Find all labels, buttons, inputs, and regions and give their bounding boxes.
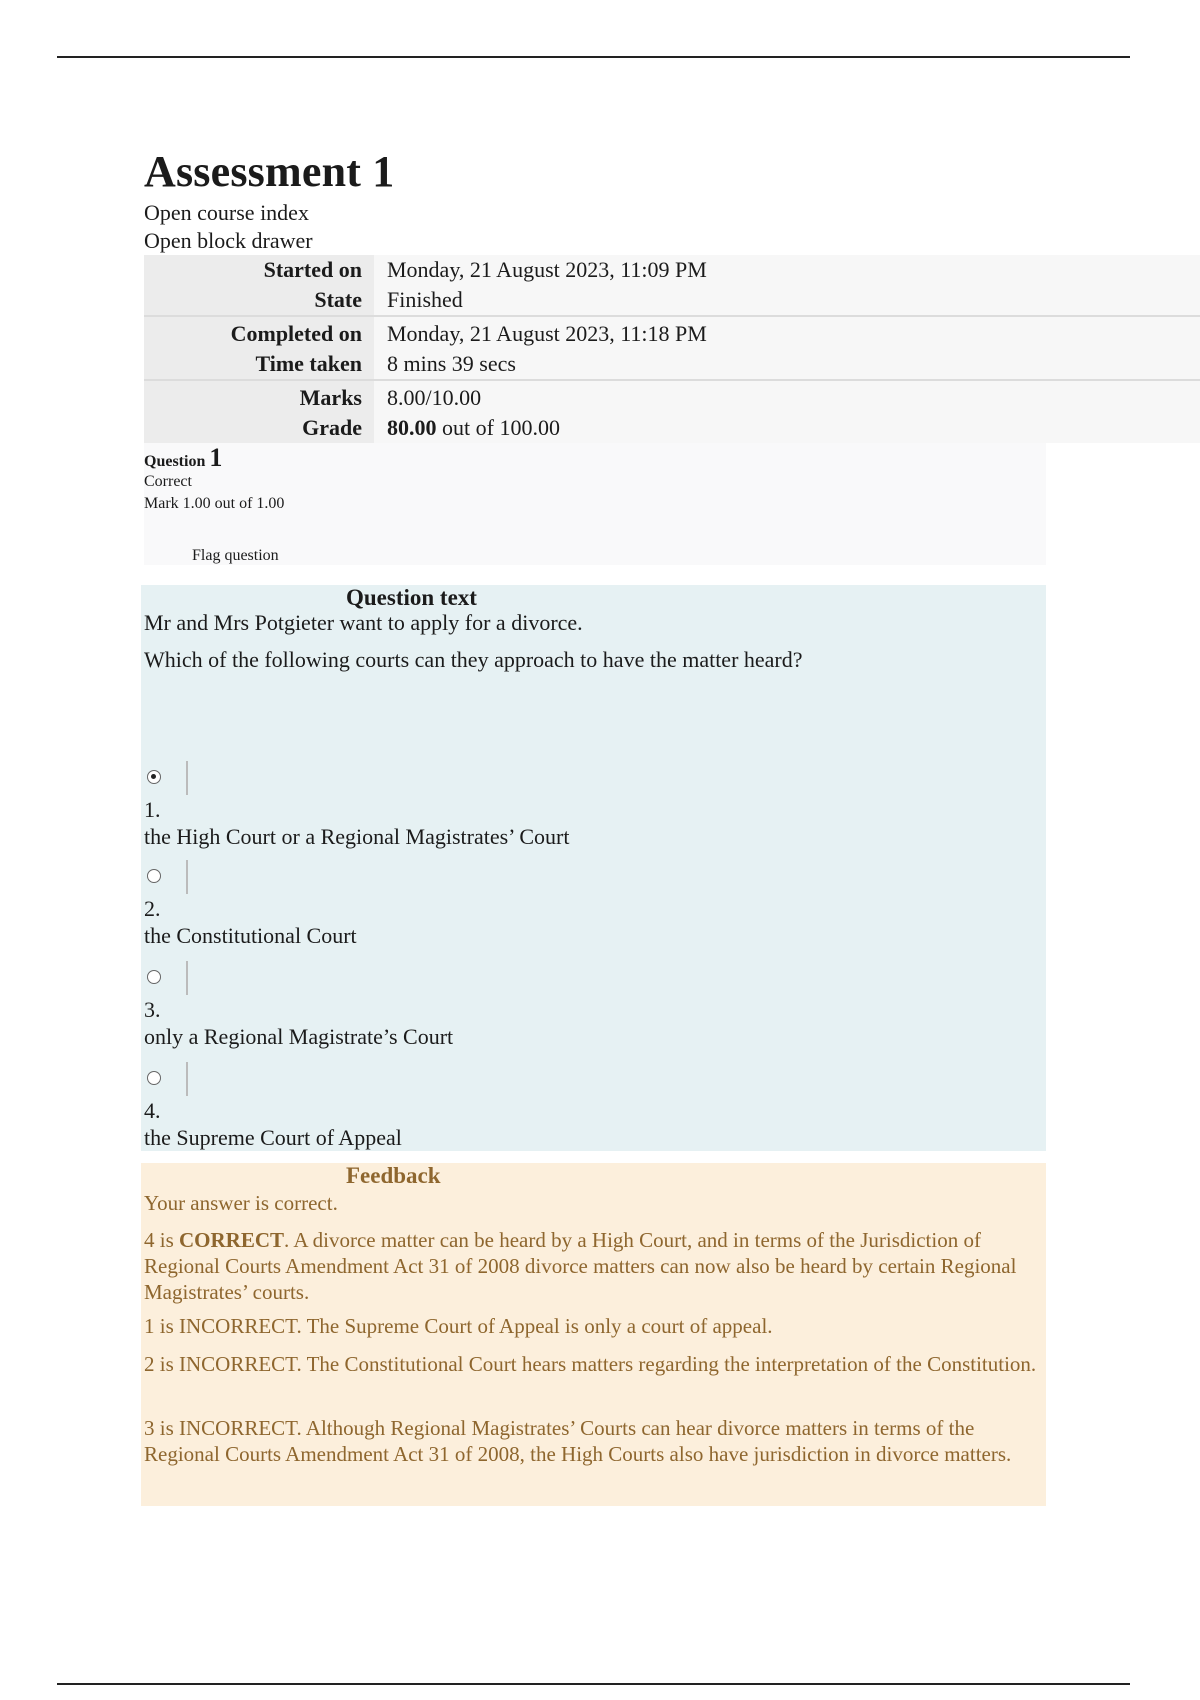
question-number bbox=[144, 443, 222, 473]
grade-out-of: out of 100.00 bbox=[436, 415, 560, 440]
option-number: 4. bbox=[144, 1098, 161, 1123]
feedback-item bbox=[144, 1227, 1044, 1305]
summary-label: Started on bbox=[144, 255, 374, 285]
summary-label: Marks bbox=[144, 380, 374, 413]
option-label[interactable]: the Constitutional Court bbox=[144, 923, 357, 948]
attempt-summary-table bbox=[144, 255, 1200, 443]
summary-row-state bbox=[144, 285, 1200, 316]
question-grade: Mark 1.00 out of 1.00 bbox=[144, 495, 285, 512]
answer-radio-selected[interactable] bbox=[147, 770, 161, 784]
divider bbox=[186, 761, 188, 795]
radio-wrapper bbox=[144, 961, 188, 995]
summary-value: Finished bbox=[374, 285, 1200, 316]
summary-label: State bbox=[144, 285, 374, 316]
feedback-correct-message: Your answer is correct. bbox=[144, 1191, 338, 1215]
open-block-drawer-link[interactable]: Open block drawer bbox=[144, 228, 313, 253]
question-formulation bbox=[141, 585, 1046, 1151]
summary-label: Completed on bbox=[144, 316, 374, 349]
radio-wrapper bbox=[144, 1062, 188, 1096]
summary-label: Time taken bbox=[144, 349, 374, 380]
radio-wrapper bbox=[144, 761, 188, 795]
summary-value: 8 mins 39 secs bbox=[374, 349, 1200, 380]
option-label[interactable]: the High Court or a Regional Magistrates’ Court bbox=[144, 824, 570, 849]
summary-row-completed bbox=[144, 316, 1200, 349]
feedback-item: 3 is INCORRECT. Although Regional Magistrates’ Courts can hear divorce matters in terms of the Regional Courts Amendment Act 31 of 2008, the High Courts also have jurisdiction in divorce matters. bbox=[144, 1416, 1012, 1466]
radio-wrapper bbox=[144, 860, 188, 894]
question-text-line: Which of the following courts can they approach to have the matter heard? bbox=[144, 647, 803, 672]
summary-value: 8.00/10.00 bbox=[374, 380, 1200, 413]
question-text-line: Mr and Mrs Potgieter want to apply for a divorce. bbox=[144, 610, 583, 635]
question-state: Correct bbox=[144, 473, 192, 490]
option-number: 1. bbox=[144, 797, 161, 822]
question-text-heading: Question text bbox=[346, 585, 477, 610]
option-label[interactable]: only a Regional Magistrate’s Court bbox=[144, 1024, 454, 1049]
summary-row-marks bbox=[144, 380, 1200, 413]
feedback-item-bold: CORRECT bbox=[179, 1228, 285, 1252]
open-course-index-link[interactable]: Open course index bbox=[144, 200, 309, 225]
question-info bbox=[144, 443, 1046, 565]
summary-row-time-taken bbox=[144, 349, 1200, 380]
summary-value bbox=[374, 413, 1200, 443]
feedback-item: 1 is INCORRECT. The Supreme Court of Appeal is only a court of appeal. bbox=[144, 1314, 773, 1338]
top-rule bbox=[57, 56, 1130, 58]
main-content bbox=[144, 145, 1200, 1466]
answer-radio[interactable] bbox=[147, 1071, 161, 1085]
grade-value: 80.00 bbox=[387, 415, 437, 440]
bottom-rule bbox=[57, 1683, 1130, 1685]
divider bbox=[186, 860, 188, 894]
feedback-item-text: . A divorce matter can be heard by a High Court, and in terms of the Jurisdiction of Regional Courts Amendment Act 31 of 2008 divorce matters can now also be heard by certain Regional Magistrates’ courts. bbox=[144, 1228, 1017, 1304]
question-label: Question bbox=[144, 453, 206, 470]
divider bbox=[186, 961, 188, 995]
summary-value: Monday, 21 August 2023, 11:09 PM bbox=[374, 255, 1200, 285]
feedback-item-lead: 4 is bbox=[144, 1228, 180, 1252]
summary-row-started bbox=[144, 255, 1200, 285]
page-title: Assessment 1 bbox=[144, 147, 395, 196]
divider bbox=[186, 1062, 188, 1096]
option-label[interactable]: the Supreme Court of Appeal bbox=[144, 1125, 402, 1150]
option-number: 2. bbox=[144, 896, 161, 921]
question-number-value: 1 bbox=[209, 443, 223, 472]
summary-row-grade bbox=[144, 413, 1200, 443]
answer-radio[interactable] bbox=[147, 869, 161, 883]
flag-question-link[interactable]: Flag question bbox=[192, 547, 279, 564]
option-number: 3. bbox=[144, 997, 161, 1022]
summary-label: Grade bbox=[144, 413, 374, 443]
feedback-panel bbox=[141, 1163, 1046, 1506]
feedback-item: 2 is INCORRECT. The Constitutional Court hears matters regarding the interpretation of the Constitution. bbox=[144, 1352, 1037, 1376]
feedback-heading: Feedback bbox=[346, 1163, 441, 1188]
summary-value: Monday, 21 August 2023, 11:18 PM bbox=[374, 316, 1200, 349]
answer-radio[interactable] bbox=[147, 970, 161, 984]
